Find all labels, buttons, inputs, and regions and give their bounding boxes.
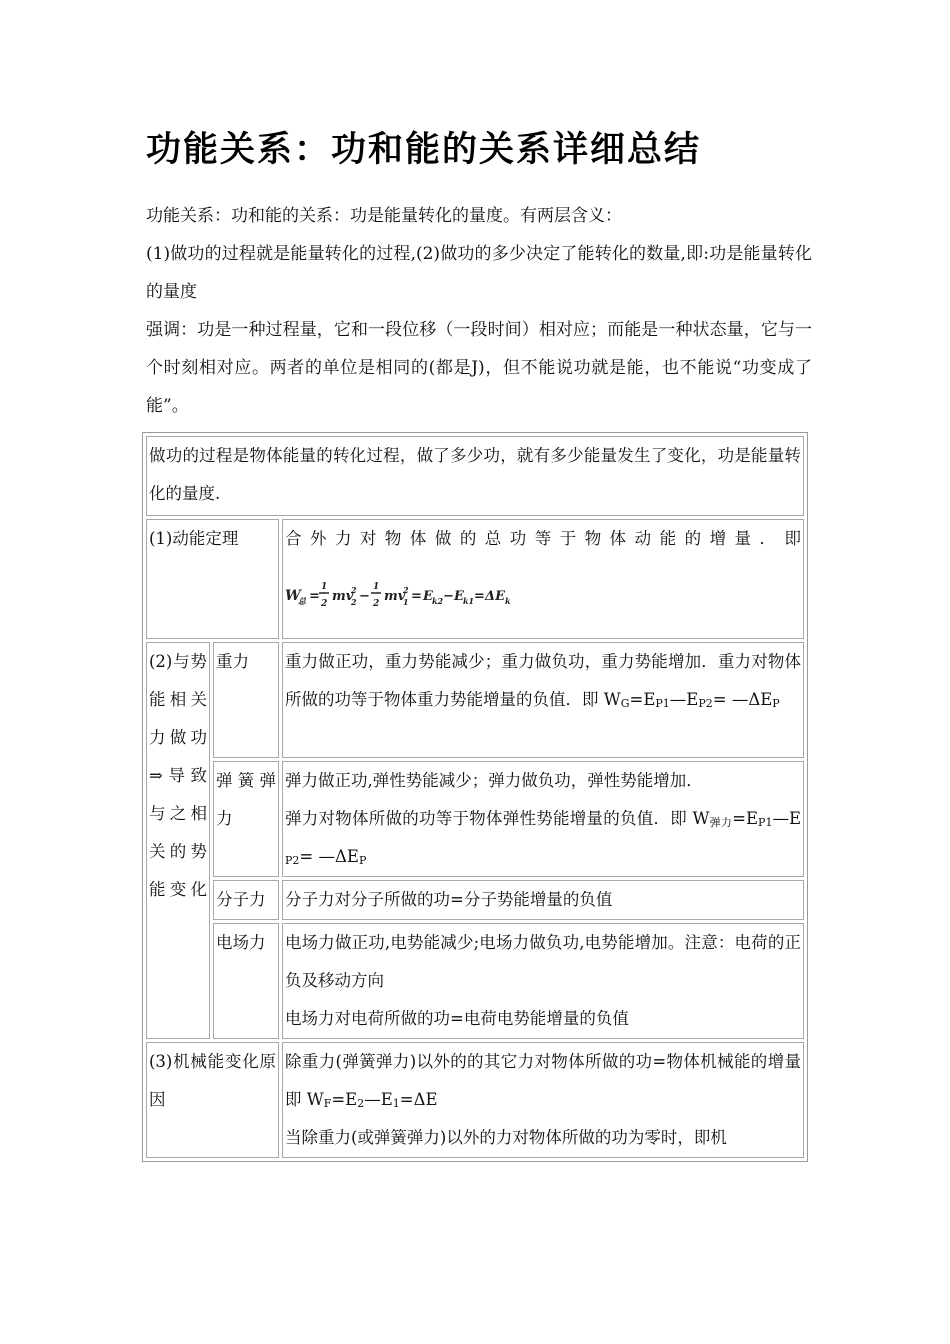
table-row-kinetic xyxy=(146,519,804,639)
spring-content-cell xyxy=(282,761,804,877)
svg-text:E: E xyxy=(423,589,433,604)
electric-text-a: 电场力做正功,电势能减少;电场力做负功,电势能增加。注意：电荷的正负及移动方向 xyxy=(285,933,801,990)
svg-text:1: 1 xyxy=(403,597,409,607)
mechanical-eq-2: —E xyxy=(364,1090,393,1109)
mechanical-content-cell xyxy=(282,1042,804,1158)
svg-text:1: 1 xyxy=(321,582,328,592)
svg-text:=: = xyxy=(411,589,422,604)
gravity-eq-3: = —ΔE xyxy=(712,690,773,709)
intro-line-1: 功能关系：功和能的关系：功是能量转化的量度。有两层含义： xyxy=(146,206,622,226)
gravity-content-cell xyxy=(282,642,804,758)
table-row-mechanical xyxy=(146,1042,804,1158)
electric-text-b: 电场力对电荷所做的功=电荷电势能增量的负值 xyxy=(285,1009,629,1028)
spring-sub-p2: P2 xyxy=(285,854,300,867)
gravity-sub-p1: P1 xyxy=(655,697,670,710)
svg-text:E: E xyxy=(454,589,464,604)
gravity-text: 重力做正功，重力势能减少；重力做负功，重力势能增加．重力对物体所做的功等于物体重力势能增量的负值．即 W xyxy=(285,652,801,709)
summary-table xyxy=(142,432,808,1162)
table-row-header xyxy=(146,436,804,516)
spring-text-a: 弹力做正功,弹性势能减少；弹力做负功，弹性势能增加． xyxy=(285,771,703,790)
svg-text:k: k xyxy=(505,596,511,606)
intro-section xyxy=(146,197,812,425)
spring-text-b: 弹力对物体所做的功等于物体弹性势能增量的负值．即 W xyxy=(285,809,710,828)
mechanical-text-b: 当除重力(或弹簧弹力)以外的力对物体所做的功为零时，即机 xyxy=(285,1128,727,1147)
gravity-label-cell: 重力 xyxy=(213,642,279,758)
svg-text:1: 1 xyxy=(373,582,380,592)
mechanical-sub-2: 2 xyxy=(357,1097,365,1110)
table-row-molecular xyxy=(146,880,804,920)
table-row-gravity xyxy=(146,642,804,758)
mechanical-text-a: 除重力(弹簧弹力)以外的的其它力对物体所做的功=物体机械能的增量即 W xyxy=(285,1052,801,1109)
spring-sub-p1: P1 xyxy=(758,816,773,829)
intro-line-3: 强调：功是一种过程量，它和一段位移（一段时间）相对应；而能是一种状态量，它与一个时刻相对应。两者的单位是相同的(都是J)，但不能说功就是能，也不能说“功变成了能”。 xyxy=(146,320,812,416)
electric-content-cell xyxy=(282,923,804,1039)
svg-text:2: 2 xyxy=(321,599,328,609)
gravity-eq-2: —E xyxy=(669,690,699,709)
page-title: 功能关系：功和能的关系详细总结 xyxy=(146,130,702,170)
molecular-content-cell: 分子力对分子所做的功=分子势能增量的负值 xyxy=(282,880,804,920)
svg-text:mv: mv xyxy=(384,589,406,604)
kinetic-text: 合外力对物体做的总功等于物体动能的增量．即 xyxy=(285,529,801,548)
svg-text:2: 2 xyxy=(403,585,409,595)
mechanical-eq-1: =E xyxy=(331,1090,358,1109)
gravity-sub-g: G xyxy=(620,697,630,710)
molecular-label-cell: 分子力 xyxy=(213,880,279,920)
potential-label-cell: (2)与势能相关力做功⇒导致与之相关的势能变化 xyxy=(146,642,210,1039)
svg-text:2: 2 xyxy=(373,599,380,609)
gravity-sub-p2: P2 xyxy=(698,697,713,710)
mechanical-label-cell: (3)机械能变化原因 xyxy=(146,1042,279,1158)
spring-sub-w: 弹力 xyxy=(709,816,733,829)
gravity-sub-p: P xyxy=(772,697,780,710)
spring-label-cell: 弹簧弹力 xyxy=(213,761,279,877)
svg-text:2: 2 xyxy=(351,597,357,607)
svg-text:=: = xyxy=(474,589,485,604)
mechanical-sub-1: 1 xyxy=(392,1097,400,1110)
svg-text:−: − xyxy=(359,589,370,604)
table-row-spring xyxy=(146,761,804,877)
gravity-eq-1: =E xyxy=(629,690,656,709)
spring-eq-2: —E xyxy=(772,809,801,828)
spring-sub-p: P xyxy=(358,854,367,867)
svg-text:ΔE: ΔE xyxy=(485,589,505,604)
table-header-cell: 做功的过程是物体能量的转化过程，做了多少功，就有多少能量发生了变化，功是能量转化的量度. xyxy=(146,436,804,516)
svg-text:mv: mv xyxy=(332,589,354,604)
svg-text:2: 2 xyxy=(351,585,357,595)
kinetic-label-cell: (1)动能定理 xyxy=(146,519,279,639)
svg-text:k1: k1 xyxy=(463,596,475,606)
table-row-electric xyxy=(146,923,804,1039)
spring-eq-1: =E xyxy=(732,809,759,828)
spring-eq-3: = —ΔE xyxy=(299,847,359,866)
mechanical-eq-3: =ΔE xyxy=(399,1090,438,1109)
kinetic-energy-formula xyxy=(285,574,515,614)
svg-text:总: 总 xyxy=(298,596,306,606)
svg-text:W: W xyxy=(285,588,301,604)
intro-line-2: (1)做功的过程就是能量转化的过程,(2)做功的多少决定了能转化的数量,即:功是能量转化的量度 xyxy=(146,244,812,302)
electric-label-cell: 电场力 xyxy=(213,923,279,1039)
svg-text:k2: k2 xyxy=(432,596,444,606)
kinetic-content-cell xyxy=(282,519,804,639)
mechanical-sub-f: F xyxy=(323,1097,332,1110)
svg-text:=: = xyxy=(309,589,320,604)
svg-text:−: − xyxy=(443,589,454,604)
